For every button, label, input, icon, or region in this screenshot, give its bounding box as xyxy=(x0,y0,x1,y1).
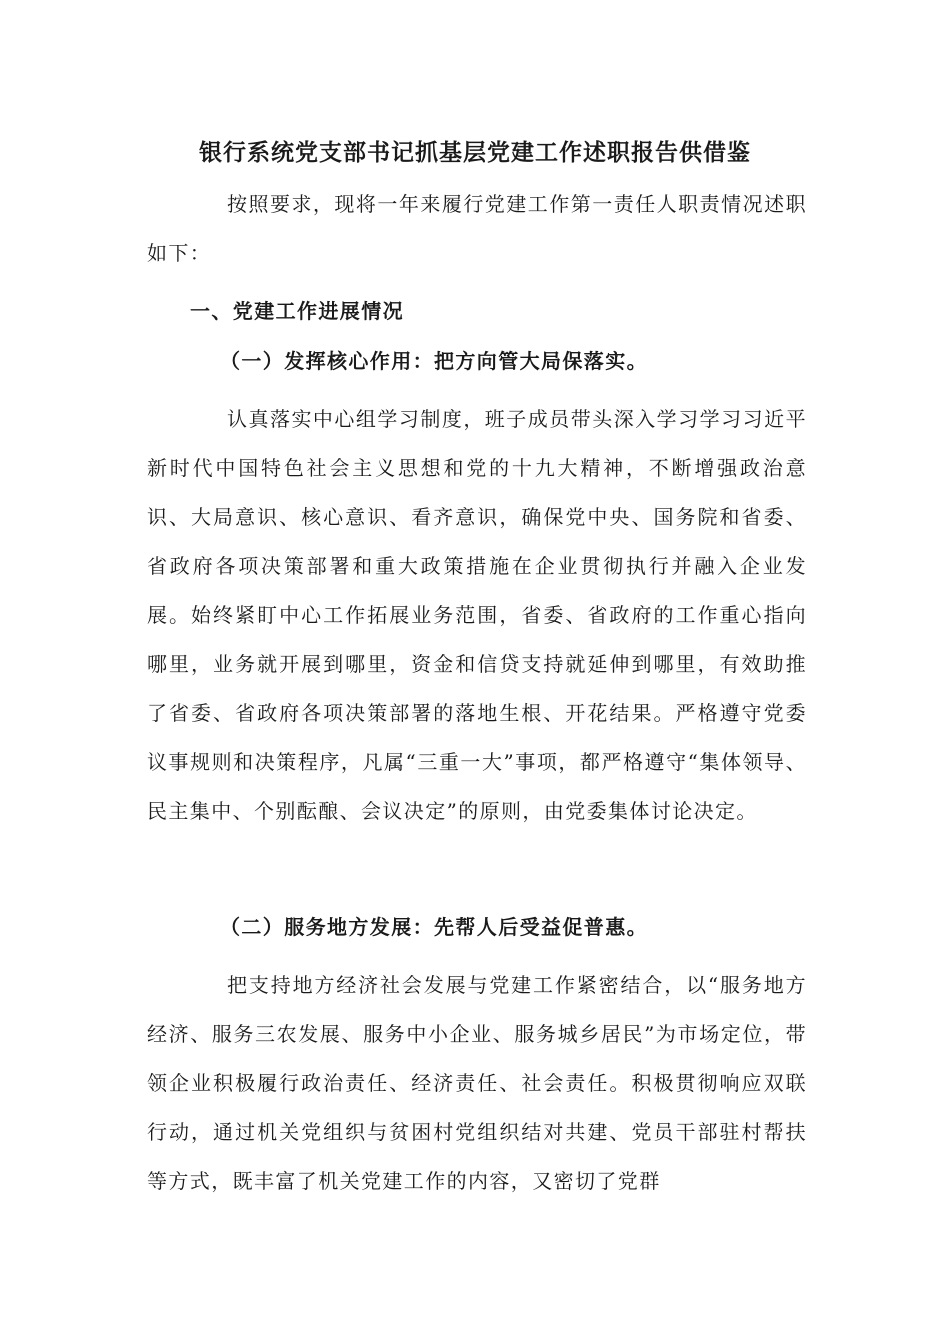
subsection-paragraph-2: 把支持地方经济社会发展与党建工作紧密结合，以“服务地方经济、服务三农发展、服务中小企业、服务城乡居民”为市场定位，带领企业积极履行政治责任、经济责任、社会责任。积极贯彻响应双联行动，通过机关党组织与贫困村党组织结对共建、党员干部驻村帮扶等方式，既丰富了机关党建工作的内容，又密切了党群 xyxy=(147,973,807,1193)
subsection-heading-1: （一）发挥核心作用：把方向管大局保落实。 xyxy=(220,349,648,373)
intro-paragraph: 按照要求，现将一年来履行党建工作第一责任人职责情况述职如下： xyxy=(147,192,807,265)
subsection-paragraph-1: 认真落实中心组学习制度，班子成员带头深入学习学习习近平新时代中国特色社会主义思想和党的十九大精神，不断增强政治意识、大局意识、核心意识、看齐意识，确保党中央、国务院和省委、省政府各项决策部署和重大政策措施在企业贯彻执行并融入企业发展。始终紧盯中心工作拓展业务范围，省委、省政府的工作重心指向哪里，业务就开展到哪里，资金和信贷支持就延伸到哪里，有效助推了省委、省政府各项决策部署的落地生根、开花结果。严格遵守党委议事规则和决策程序，凡属“三重一大”事项，都严格遵守“集体领导、民主集中、个别酝酿、会议决定”的原则，由党委集体讨论决定。 xyxy=(147,407,807,823)
subsection-heading-2: （二）服务地方发展：先帮人后受益促普惠。 xyxy=(220,915,648,939)
section-heading: 一、党建工作进展情况 xyxy=(190,299,404,323)
document-title: 银行系统党支部书记抓基层党建工作述职报告供借鉴 xyxy=(199,139,751,166)
